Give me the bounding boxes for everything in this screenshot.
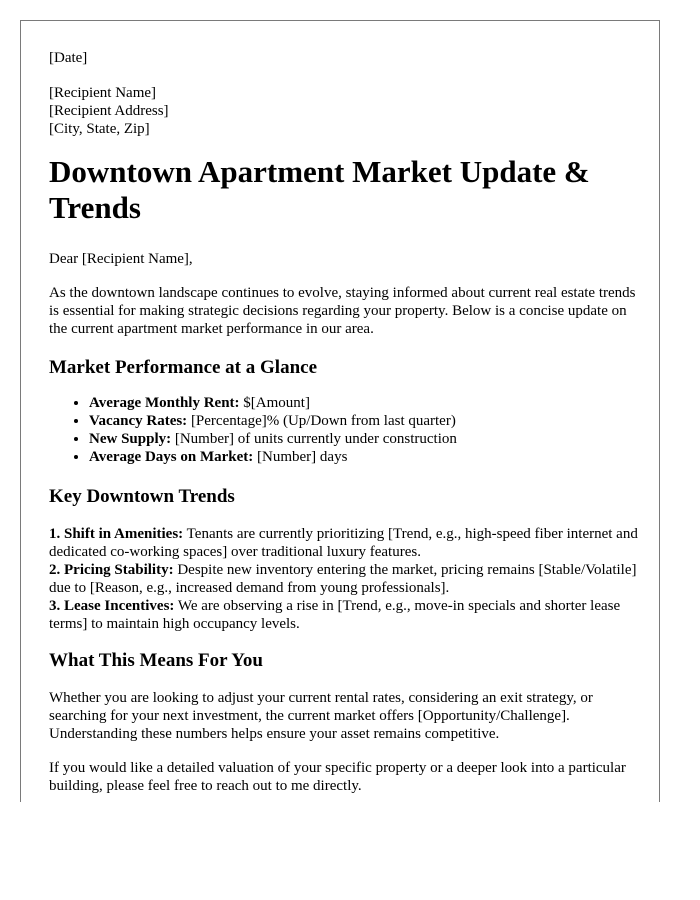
market-heading: Market Performance at a Glance xyxy=(49,357,318,378)
list-item-label: Vacancy Rates: xyxy=(89,413,188,429)
list-item xyxy=(89,412,639,430)
trend-text: We are observing a rise in [Trend, e.g., move-in specials and shorter lease terms] to maintain high occupancy levels. xyxy=(49,598,621,632)
recipient-city-state-zip: [City, State, Zip] xyxy=(49,121,150,137)
market-list xyxy=(49,394,639,466)
means-heading: What This Means For You xyxy=(49,650,263,671)
list-item-text: $[Amount] xyxy=(239,395,310,411)
list-item-label: New Supply: xyxy=(89,431,172,447)
list-item xyxy=(89,394,639,412)
recipient-address: [Recipient Address] xyxy=(49,103,169,119)
trend-item xyxy=(49,525,639,561)
trend-label: 1. Shift in Amenities: xyxy=(49,526,184,542)
trend-item xyxy=(49,597,639,633)
list-item-label: Average Monthly Rent: xyxy=(89,395,240,411)
trends-block xyxy=(49,525,639,633)
trends-heading: Key Downtown Trends xyxy=(49,486,235,507)
trend-item xyxy=(49,561,639,597)
letter-date: [Date] xyxy=(49,50,88,66)
trend-label: 3. Lease Incentives: xyxy=(49,598,175,614)
list-item-text: [Number] days xyxy=(253,449,348,465)
list-item-label: Average Days on Market: xyxy=(89,449,254,465)
list-item-text: [Percentage]% (Up/Down from last quarter) xyxy=(187,413,456,429)
closing-paragraph: If you would like a detailed valuation of your specific property or a deeper look into a particular building, please feel free to reach out to me directly. xyxy=(49,760,626,794)
intro-paragraph: As the downtown landscape continues to evolve, staying informed about current real estate trends is essential for making strategic decisions regarding your property. Below is a concise update on the current apartment market performance in our area. xyxy=(49,285,636,337)
salutation: Dear [Recipient Name], xyxy=(49,251,193,267)
trend-text: Despite new inventory entering the market, pricing remains [Stable/Volatile] due to [Reason, e.g., increased demand from young professionals]. xyxy=(49,562,637,596)
list-item xyxy=(89,430,639,448)
letter-content xyxy=(49,49,639,795)
list-item xyxy=(89,448,639,466)
trend-text: Tenants are currently prioritizing [Trend, e.g., high-speed fiber internet and dedicated co-working spaces] over traditional luxury features. xyxy=(49,526,638,560)
trend-label: 2. Pricing Stability: xyxy=(49,562,174,578)
recipient-block xyxy=(49,84,639,138)
letter-page xyxy=(20,20,660,802)
recipient-name: [Recipient Name] xyxy=(49,85,157,101)
letter-title: Downtown Apartment Market Update & Trends xyxy=(49,154,590,225)
list-item-text: [Number] of units currently under construction xyxy=(171,431,457,447)
means-paragraph: Whether you are looking to adjust your current rental rates, considering an exit strategy, or searching for your next investment, the current market offers [Opportunity/Challenge]. Understanding these numbers helps ensure your asset remains competitive. xyxy=(49,690,593,742)
